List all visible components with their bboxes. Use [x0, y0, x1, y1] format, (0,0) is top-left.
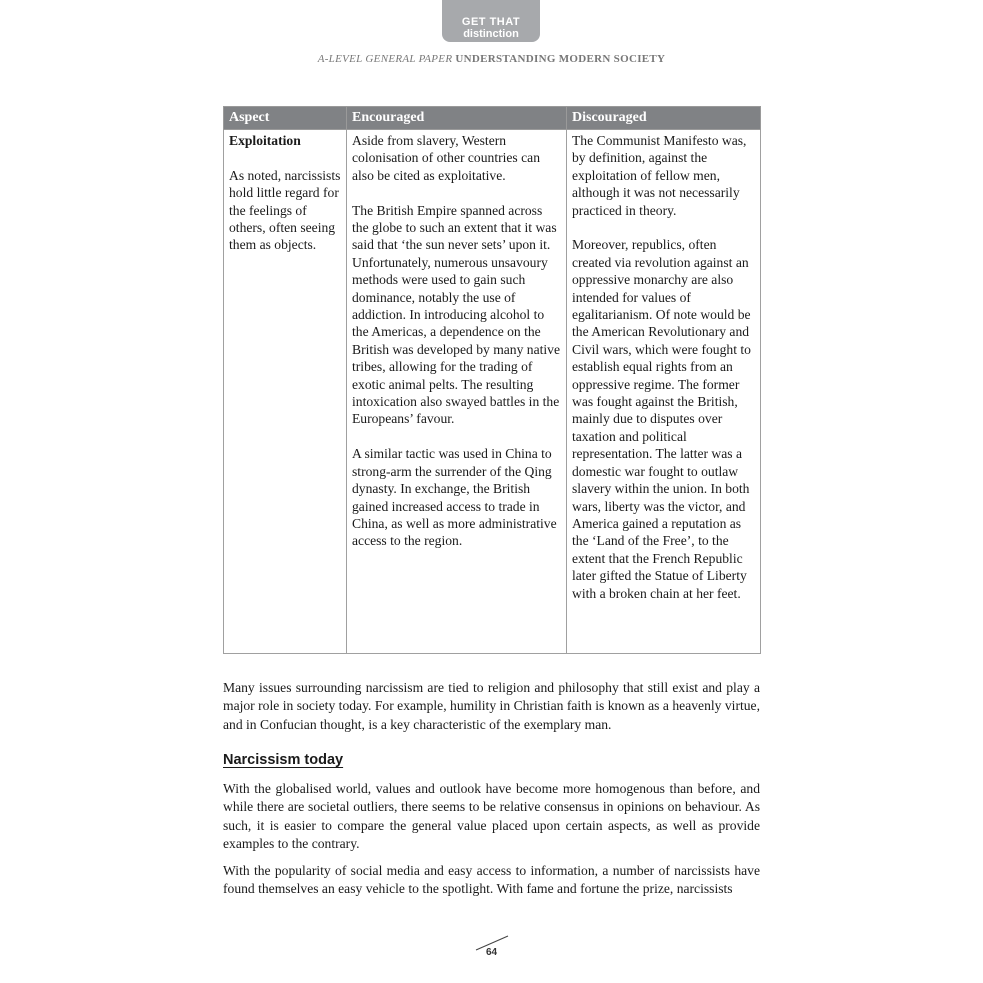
- aspect-table: [223, 106, 761, 654]
- body-paragraph: Many issues surrounding narcissism are tied to religion and philosophy that still exist and play a major role in society today. For example, humility in Christian faith is known as a heavenly virtue, and in Confucian thought, is a key characteristic of the exemplary man.: [223, 680, 760, 732]
- discouraged-cell: [567, 130, 761, 654]
- encouraged-cell: [347, 130, 567, 654]
- encouraged-paragraph: A similar tactic was used in China to strong-arm the surrender of the Qing dynasty. In exchange, the British gained increased access to trade in China, as well as more administrative access to the region.: [352, 446, 557, 549]
- table-header-row: [224, 107, 761, 130]
- table-row: [224, 130, 761, 654]
- tab-line-2: distinction: [463, 28, 519, 40]
- page-folio: [474, 935, 510, 961]
- encouraged-paragraph: Aside from slavery, Western colonisation of other countries can also be cited as exploitative.: [352, 133, 540, 183]
- header-discouraged: Discouraged: [567, 107, 761, 130]
- running-head-title: UNDERSTANDING MODERN SOCIETY: [455, 53, 666, 65]
- header-tab: [442, 0, 540, 42]
- header-aspect: Aspect: [224, 107, 347, 130]
- discouraged-paragraph: The Communist Manifesto was, by definition, against the exploitation of fellow men, although it was not necessarily practiced in theory.: [572, 133, 747, 218]
- body-paragraph: With the popularity of social media and easy access to information, a number of narcissists have found themselves an easy vehicle to the spotlight. With fame and fortune the prize, narcissists: [223, 863, 760, 897]
- page-number: 64: [486, 947, 498, 958]
- discouraged-paragraph: Moreover, republics, often created via revolution against an oppressive monarchy are also intended for values of egalitarianism. Of note would be the American Revolutionary and Civil wars, which were fought to establish equal rights from an oppressive regime. The former was fought against the British, mainly due to disputes over taxation and political representation. The latter was a domestic war fought to outlaw slavery within the union. In both wars, liberty was the victor, and America gained a reputation as the ‘Land of the Free’, to the extent that the French Republic later gifted the Statue of Liberty with a broken chain at her feet.: [572, 237, 751, 601]
- running-head: [0, 53, 983, 65]
- encouraged-paragraph: The British Empire spanned across the globe to such an extent that it was said that ‘the sun never sets’ upon it. Unfortunately, numerous unsavoury methods were used to gain such dominance, notably the use of addiction. In introducing alcohol to the Americas, a dependence on the British was developed by many native tribes, allowing for the trading of exotic animal pelts. The resulting intoxication also swayed battles in the Europeans’ favour.: [352, 202, 561, 427]
- running-head-series: A-LEVEL GENERAL PAPER: [317, 53, 453, 65]
- aspect-name: Exploitation: [229, 133, 301, 148]
- aspect-cell: [224, 130, 347, 654]
- tab-line-1: GET THAT: [461, 16, 521, 28]
- section-heading: Narcissism today: [223, 752, 344, 768]
- body-paragraph: With the globalised world, values and outlook have become more homogenous than before, and while there are societal outliers, there seems to be relative consensus in opinions on behaviour. As such, it is easier to compare the general value placed upon certain aspects, as well as provide examples to the contrary.: [223, 781, 760, 852]
- header-encouraged: Encouraged: [347, 107, 567, 130]
- aspect-note: As noted, narcissists hold little regard for the feelings of others, often seeing them as objects.: [229, 167, 341, 253]
